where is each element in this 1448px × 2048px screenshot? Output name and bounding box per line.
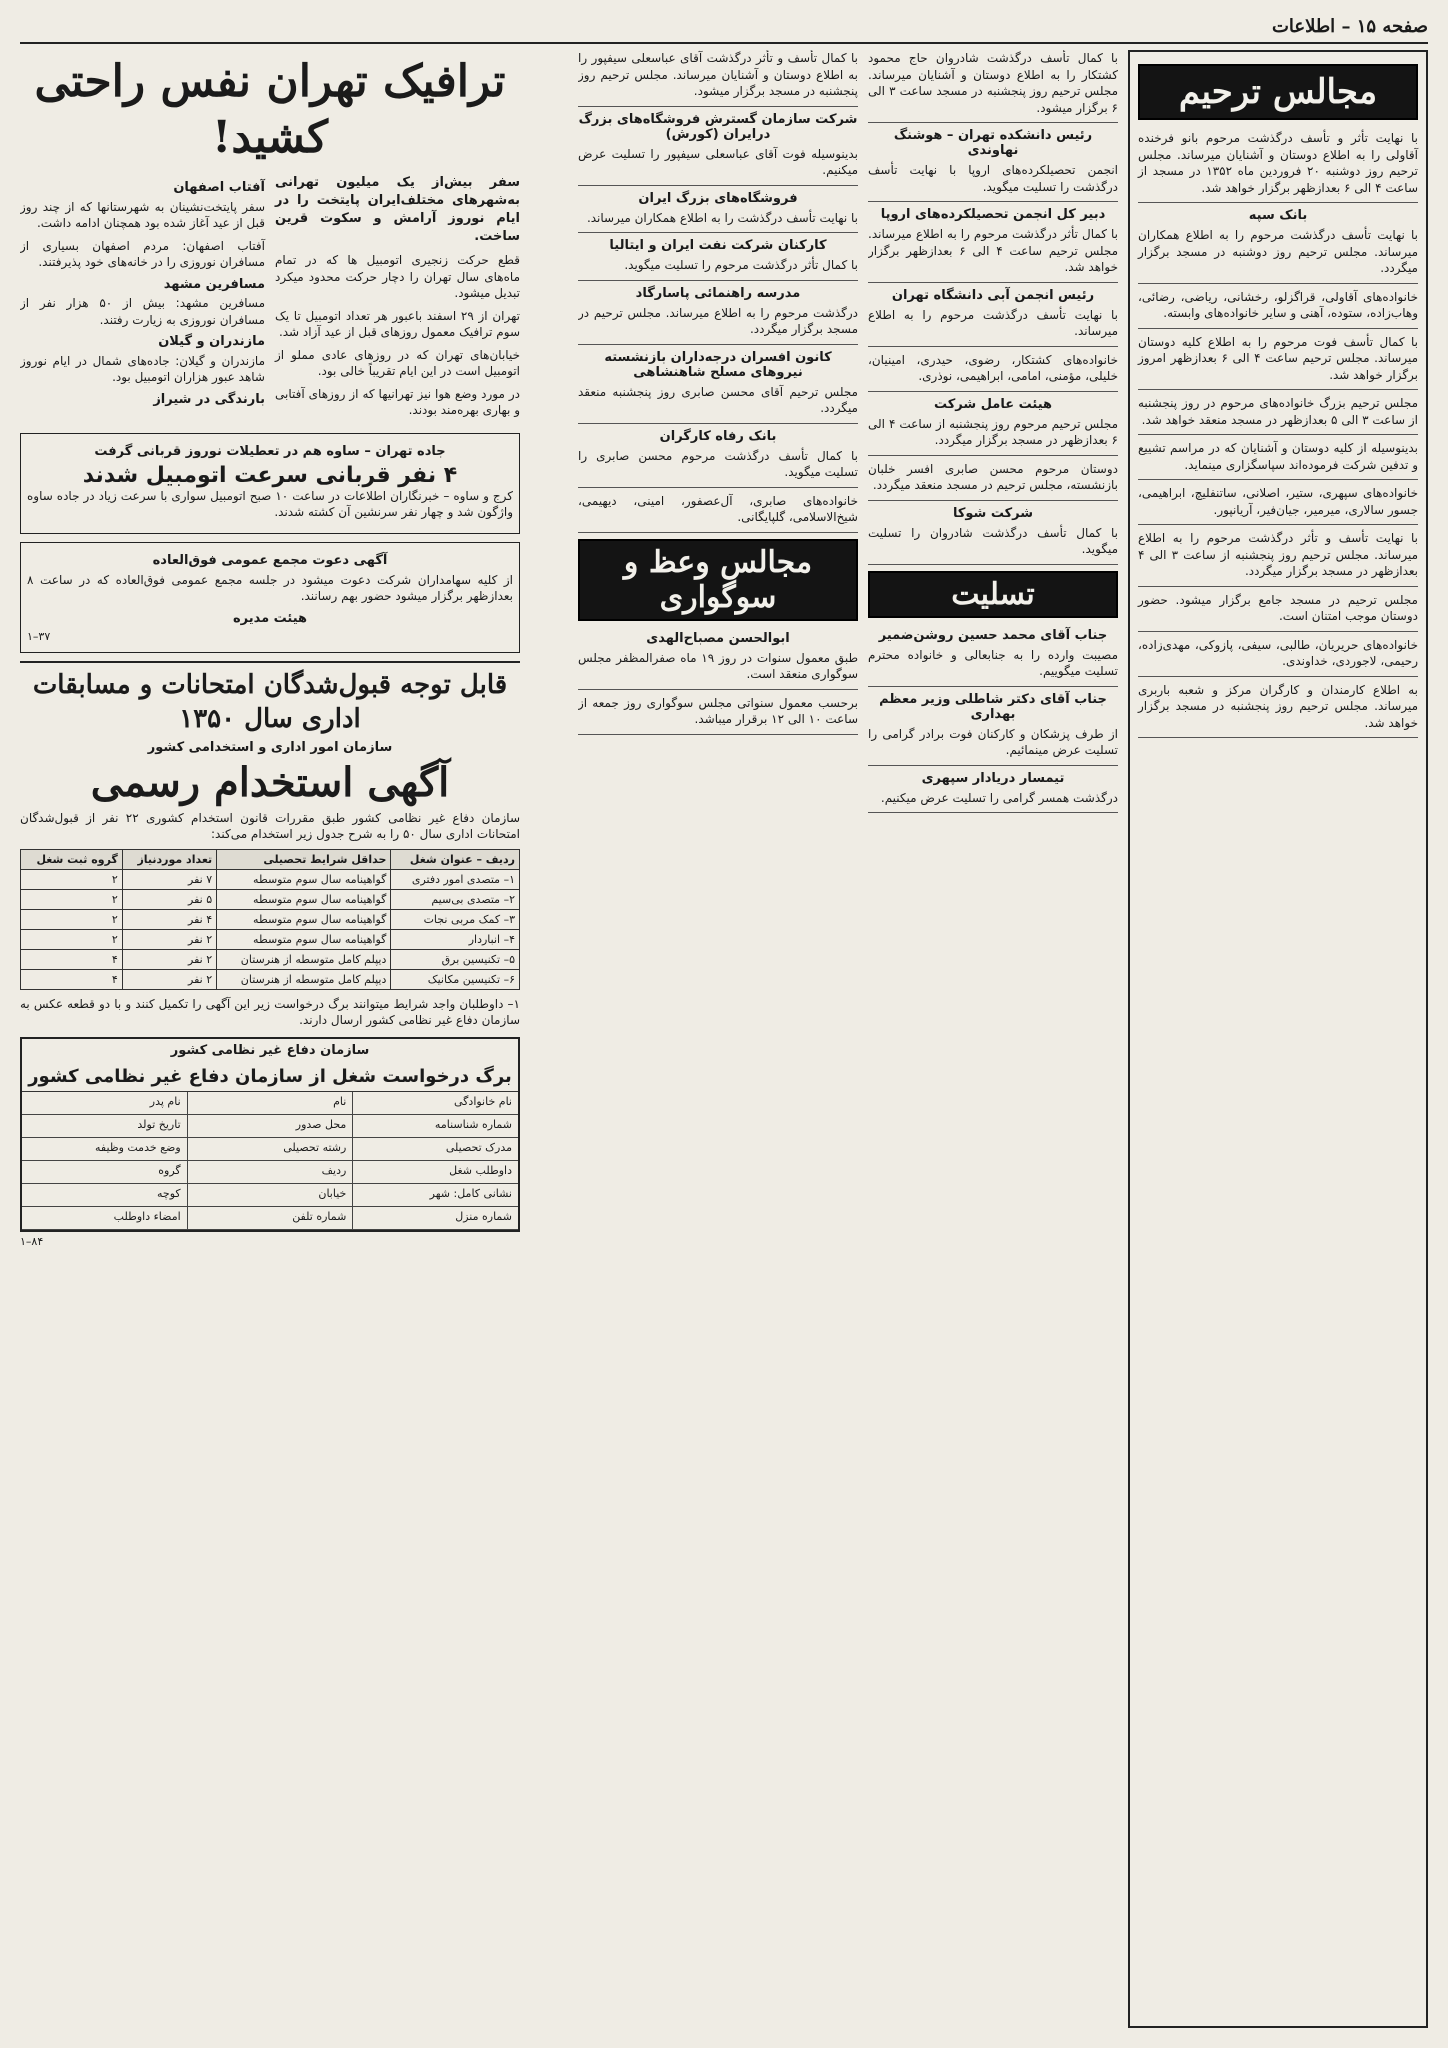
table-row xyxy=(21,949,520,969)
notice-text: با کمال تأثر درگذشت مرحوم را تسلیت میگوید. xyxy=(624,258,858,272)
form-field: گروه xyxy=(158,1163,181,1177)
obituary-column xyxy=(1128,50,1428,2028)
hire-title: آگهی استخدام رسمی xyxy=(90,758,450,806)
table-cell: گواهینامه سال سوم متوسطه xyxy=(217,889,391,909)
form-field: نشانی کامل: شهر xyxy=(352,1184,518,1206)
notice-separator xyxy=(868,455,1118,456)
traffic-article xyxy=(20,174,520,425)
article-subhead-4: بارندگی در شیراز xyxy=(153,391,265,407)
jobs-table xyxy=(20,849,520,990)
notice-text: خانواده‌های صابری، آل‌عصفور، امینی، دیهیمی، شیخ‌الاسلامی، گلپایگانی. xyxy=(578,493,858,524)
form-org: سازمان دفاع غیر نظامی کشور xyxy=(170,1042,370,1058)
article-paragraph: در مورد وضع هوا نیز تهرانیها که از روزهای آفتابی و بهاری بهره‌مند بودند. xyxy=(275,386,520,417)
page-label: صفحه ۱۵ – اطلاعات xyxy=(1271,15,1428,37)
article-right-paragraphs xyxy=(275,252,520,419)
form-field: داوطلب شغل xyxy=(352,1161,518,1183)
notice-separator xyxy=(868,346,1118,347)
notice-text: بدینوسیله از کلیه دوستان و آشنایان که در مراسم تشییع و تدفین شرکت فرموده‌اند سپاسگزاری مینماید. xyxy=(1138,441,1418,472)
notice-separator xyxy=(578,344,858,345)
form-field: محل صدور xyxy=(187,1115,353,1137)
exam-subtitle: سازمان امور اداری و استخدامی کشور xyxy=(147,739,393,755)
notice-title: فروشگاه‌های بزرگ ایران xyxy=(638,190,798,206)
notice-title: بانک سپه xyxy=(1248,208,1308,223)
article-paragraph: مسافرین مشهد: بیش از ۵۰ هزار نفر از مسافران نوروزی به زیارت رفتند. xyxy=(20,296,266,327)
notice-text: با نهایت تأسف درگذشت مرحوم را به اطلاع همکاران میرساند. مجلس ترحیم روز دوشنبه در مسجد برگزار میگردد. xyxy=(1138,228,1418,275)
table-header-cell: تعداد موردنیاز xyxy=(122,849,216,869)
table-row xyxy=(21,889,520,909)
table-row xyxy=(21,869,520,889)
notice-title: مدرسه راهنمائی پاسارگاد xyxy=(635,285,801,301)
notice-separator xyxy=(1138,479,1418,480)
assembly-title: آگهی دعوت مجمع عمومی فوق‌العاده xyxy=(152,552,388,568)
form-field: امضاء داوطلب xyxy=(113,1209,181,1223)
form-field: تاریخ تولد xyxy=(137,1117,181,1131)
notice-separator xyxy=(868,201,1118,202)
notice-separator xyxy=(578,185,858,186)
notice-separator xyxy=(578,232,858,233)
assembly-text: از کلیه سهامداران شرکت دعوت میشود در جلسه مجمع عمومی فوق‌العاده که در ساعت ۸ بعدازظهر برگزار میشود حضور بهم رسانند. xyxy=(27,572,513,603)
form-field: وضع خدمت وظیفه xyxy=(95,1140,181,1154)
notice-text: خانواده‌های کشتکار، رضوی، حیدری، امینیان، خلیلی، مؤمنی، امامی، ابراهیمی، نوذری. xyxy=(868,352,1118,383)
table-cell: ۴ xyxy=(21,949,123,969)
form-title: برگ درخواست شغل از سازمان دفاع غیر نظامی کشور xyxy=(22,1062,518,1092)
notice-text: مصیبت وارده را به جنابعالی و خانواده محترم تسلیت میگوییم. xyxy=(868,647,1118,678)
notice-text: مجلس ترحیم در مسجد جامع برگزار میشود. حضور دوستان موجب امتنان است. xyxy=(1138,592,1418,623)
condolence-banner: تسلیت xyxy=(868,571,1118,618)
notice-separator xyxy=(578,532,858,533)
memorial-column xyxy=(578,50,858,2028)
table-row xyxy=(21,909,520,929)
article-paragraph: آفتاب اصفهان: مردم اصفهان بسیاری از مسافران نوروزی را در خانه‌های خود پذیرفتند. xyxy=(20,238,265,269)
notice-text: با نهایت تأسف و تأثر درگذشت مرحوم را به اطلاع میرساند. مجلس ترحیم روز پنجشنبه از ساعت ۳ الی ۴ بعدازظهر در مسجد برگزار میگردد. xyxy=(1138,531,1418,578)
table-cell: ۳– کمک مربی نجات xyxy=(391,909,520,929)
notice-separator xyxy=(1138,737,1418,738)
notice-title: شرکت شوکا xyxy=(952,505,1034,521)
notice-separator xyxy=(1138,631,1418,632)
form-field: خیابان xyxy=(187,1184,353,1206)
table-cell: ۲– متصدی بی‌سیم xyxy=(391,889,520,909)
notice-text: درگذشت همسر گرامی را تسلیت عرض میکنیم. xyxy=(880,790,1118,805)
article-subhead: مسافرین مشهد xyxy=(163,276,265,292)
notice-separator xyxy=(578,423,858,424)
notice-text: خانواده‌های آقاولی، قراگزلو، رخشانی، ریاضی، رضائی، وهاب‌زاده، ستوده، آهنی و سایر خانواده‌های وابسته. xyxy=(1138,289,1418,320)
table-cell: ۲ xyxy=(21,869,123,889)
article-subhead-1: آفتاب اصفهان xyxy=(173,180,265,195)
table-header-cell: گروه ثبت شغل xyxy=(21,849,123,869)
notice-separator xyxy=(578,734,858,735)
condolence-notices xyxy=(868,628,1118,814)
notice-text: خانواده‌های سپهری، ستیر، اصلانی، ساتنفلیچ، ابراهیمی، جسور سالاری، میرمیر، جیان‌فیر، آریانپور. xyxy=(1138,486,1418,517)
table-cell: ۶– تکنیسین مکانیک xyxy=(391,969,520,989)
sermon-banner: مجالس وعظ و سوگواری xyxy=(578,539,858,621)
article-paragraph: قطع حرکت زنجیری اتومبیل ها که در تمام ماه‌های سال تهران را دچار حرکت محدود میکرد تبدیل میشود. xyxy=(275,253,520,300)
notice-separator xyxy=(1138,283,1418,284)
notice-separator xyxy=(1138,586,1418,587)
table-cell: دیپلم کامل متوسطه از هنرستان xyxy=(217,969,391,989)
notice-text: از طرف پزشکان و کارکنان فوت برادر گرامی را تسلیت عرض مینمائیم. xyxy=(868,726,1118,757)
article-col-left xyxy=(20,174,265,425)
form-field: ردیف xyxy=(187,1161,353,1183)
notice-text: به اطلاع کارمندان و کارگران مرکز و شعبه باربری میرساند. مجلس ترحیم روز پنجشنبه در مسجد برگزار خواهد شد. xyxy=(1138,682,1418,730)
jobs-table-body xyxy=(21,869,520,989)
assembly-notice xyxy=(20,542,520,653)
road-news-title: جاده تهران – ساوه هم در تعطیلات نوروز قربانی گرفت xyxy=(94,443,446,459)
notice-title: کارکنان شرکت نفت ایران و ایتالیا xyxy=(609,238,827,253)
notice-separator xyxy=(1138,202,1418,203)
table-cell: گواهینامه سال سوم متوسطه xyxy=(217,869,391,889)
table-cell: ۴ xyxy=(21,969,123,989)
notice-title: تیمسار دریادار سپهری xyxy=(921,770,1065,786)
form-rows xyxy=(22,1092,518,1230)
section-divider xyxy=(20,661,520,663)
table-cell: ۴ نفر xyxy=(122,909,216,929)
sermon-notices xyxy=(578,631,858,735)
notice-separator xyxy=(868,765,1118,766)
condolence-column xyxy=(868,50,1118,2028)
form-row xyxy=(22,1184,518,1207)
notice-title: ابوالحسن مصباح‌الهدی xyxy=(646,630,790,646)
news-column xyxy=(20,50,520,2028)
notice-text: انجمن تحصیلکرده‌های اروپا با نهایت تأسف درگذشت را تسلیت میگوید. xyxy=(868,163,1118,194)
table-row xyxy=(21,929,520,949)
form-row xyxy=(22,1115,518,1138)
table-cell: ۴– انباردار xyxy=(391,929,520,949)
table-cell: ۲ نفر xyxy=(122,949,216,969)
table-header-cell: ردیف – عنوان شغل xyxy=(391,849,520,869)
notice-text: مجلس ترحیم مرحوم روز پنجشنبه از ساعت ۴ الی ۶ بعدازظهر در مسجد برگزار میگردد. xyxy=(868,416,1118,447)
article-paragraph: خیابان‌های تهران که در روزهای عادی مملو از اتومبیل است در این ایام تقریباً خالی بود. xyxy=(275,347,520,378)
notice-separator xyxy=(1138,676,1418,677)
notice-text: با نهایت تأثر و تأسف درگذشت مرحوم بانو فرخنده آقاولی را به اطلاع دوستان و آشنایان میرساند. مجلس ترحیم روز دوشنبه ۲۰ فروردین ماه ۱۳۵۲ در مسجد از ساعت ۴ الی ۶ بعدازظهر برگزار خواهد شد. xyxy=(1138,131,1418,195)
notice-separator xyxy=(578,280,858,281)
table-cell: ۲ نفر xyxy=(122,929,216,949)
notice-title: بانک رفاه کارگران xyxy=(659,428,777,444)
article-left-paragraphs xyxy=(20,199,265,386)
form-row xyxy=(22,1207,518,1230)
road-news-text: کرج و ساوه – خبرنگاران اطلاعات در ساعت ۱۰ صبح اتومبیل سواری با سرعت زیاد در جاده ساوه واژگون شد و چهار نفر سرنشین آن کشته شدند. xyxy=(27,488,514,519)
notice-text: درگذشت مرحوم را به اطلاع میرساند. مجلس ترحیم در مسجد برگزار میگردد. xyxy=(578,305,858,336)
notice-separator xyxy=(868,282,1118,283)
form-row xyxy=(22,1138,518,1161)
notice-text: دوستان مرحوم محسن صابری افسر خلبان بازنشسته، مجلس ترحیم در مسجد منعقد میگردد. xyxy=(868,461,1118,492)
form-field: شماره تلفن xyxy=(187,1207,353,1229)
notice-separator xyxy=(868,812,1118,813)
notice-separator xyxy=(868,564,1118,565)
table-cell: ۲ xyxy=(21,889,123,909)
notice-title: جناب آقای دکتر شاطلی وزیر معظم بهداری xyxy=(879,691,1107,722)
form-field: رشته تحصیلی xyxy=(187,1138,353,1160)
article-paragraph: سفر پایتخت‌نشینان به شهرستانها که از چند روز قبل از عید آغاز شده بود همچنان ادامه داشت. xyxy=(20,199,265,230)
notice-text: بدینوسیله فوت آقای عباسعلی سیفپور را تسلیت عرض میکنیم. xyxy=(578,146,858,177)
article-lead: سفر بیش‌از یک میلیون تهرانی به‌شهرهای مختلف‌ایران پایتخت را در ایام نوروز آرامش و سکوت قرین ساخت. xyxy=(275,175,520,244)
notice-separator xyxy=(1138,328,1418,329)
form-row xyxy=(22,1092,518,1115)
article-subhead: مازندران و گیلان xyxy=(158,334,265,349)
notice-text: با نهایت تأسف درگذشت مرحوم را به اطلاع میرساند. xyxy=(868,307,1118,338)
form-field: کوچه xyxy=(157,1186,181,1200)
table-cell: ۵– تکنیسین برق xyxy=(391,949,520,969)
table-cell: ۲ xyxy=(21,929,123,949)
table-cell: گواهینامه سال سوم متوسطه xyxy=(217,929,391,949)
assembly-sign: هیئت مدیره xyxy=(232,610,308,626)
notice-text: برحسب معمول سنواتی مجلس سوگواری روز جمعه از ساعت ۱۰ الی ۱۲ برقرار میباشد. xyxy=(578,695,858,726)
notice-separator xyxy=(578,689,858,690)
form-field: نام خانوادگی xyxy=(352,1092,518,1114)
memorial-notices xyxy=(578,50,858,533)
table-cell: ۱– متصدی امور دفتری xyxy=(391,869,520,889)
notice-separator xyxy=(868,500,1118,501)
notice-text: مجلس ترحیم بزرگ خانواده‌های مرحوم در روز پنجشنبه از ساعت ۳ الی ۵ بعدازظهر در مسجد منعقد خواهد شد. xyxy=(1138,396,1418,427)
table-cell: ۷ نفر xyxy=(122,869,216,889)
notice-separator xyxy=(578,487,858,488)
exam-title: قابل توجه قبول‌شدگان امتحانات و مسابقات اداری سال ۱۳۵۰ xyxy=(32,669,508,734)
notice-title: دبیر کل انجمن تحصیلکرده‌های اروپا xyxy=(880,207,1106,222)
road-accident-box xyxy=(20,433,520,534)
obituary-banner: مجالس ترحیم xyxy=(1138,64,1418,120)
notice-text: مجلس ترحیم آقای محسن صابری روز پنجشنبه منعقد میگردد. xyxy=(578,384,858,415)
notice-title: رئیس دانشکده تهران – هوشنگ نهاوندی xyxy=(893,128,1093,158)
notice-separator xyxy=(1138,434,1418,435)
notice-text: با کمال تأثر درگذشت مرحوم را به اطلاع میرساند. مجلس ترحیم ساعت ۴ الی ۶ بعدازظهر برگزار خواهد شد. xyxy=(868,227,1118,274)
table-cell: دیپلم کامل متوسطه از هنرستان xyxy=(217,949,391,969)
traffic-headline: ترافیک تهران نفس راحتی کشید! xyxy=(34,56,506,163)
application-form xyxy=(20,1037,520,1232)
form-field: نام xyxy=(187,1092,353,1114)
notice-text: با کمال تأسف درگذشت شادروان حاج محمود کشتکار را به اطلاع دوستان و آشنایان میرساند. مجلس ترحیم روز پنجشنبه در مسجد ساعت ۳ الی ۶ برگزار میشود. xyxy=(868,51,1118,115)
form-field: شماره منزل xyxy=(352,1207,518,1229)
article-col-right xyxy=(275,174,520,425)
form-field: نام پدر xyxy=(149,1094,181,1108)
table-header-cell: حداقل شرایط تحصیلی xyxy=(217,849,391,869)
ad-number-2: ۸۴–۱ xyxy=(20,1234,44,1248)
notice-title: جناب آقای محمد حسین روشن‌ضمیر xyxy=(878,627,1108,643)
notice-separator xyxy=(1138,524,1418,525)
notice-text: خانواده‌های حریریان، طالبی، سیفی، پازوکی، مهدی‌زاده، رحیمی، لاجوردی، خداوندی. xyxy=(1138,637,1418,668)
form-field: مدرک تحصیلی xyxy=(352,1138,518,1160)
jobs-table-header xyxy=(21,849,520,869)
table-cell: ۵ نفر xyxy=(122,889,216,909)
notice-separator xyxy=(1138,389,1418,390)
mid-notices xyxy=(868,50,1118,565)
table-cell: ۲ xyxy=(21,909,123,929)
hire-notes: ۱– داوطلبان واجد شرایط میتوانند برگ درخواست زیر این آگهی را تکمیل کنند و با دو قطعه عکس به سازمان دفاع غیر نظامی کشور ارسال دارند. xyxy=(20,996,520,1027)
hire-text: سازمان دفاع غیر نظامی کشور طبق مقررات قانون استخدام کشوری ۲۲ نفر از قبول‌شدگان امتحانات اداری سال ۵۰ را به شرح جدول زیر استخدام می‌کند: xyxy=(20,810,520,841)
notice-text: با کمال تأسف درگذشت شادروان را تسلیت میگوید. xyxy=(868,525,1118,556)
table-cell: گواهینامه سال سوم متوسطه xyxy=(217,909,391,929)
notice-text: طبق معمول سنوات در روز ۱۹ ماه صفرالمظفر مجلس سوگواری منعقد است. xyxy=(578,650,858,681)
notice-separator xyxy=(868,391,1118,392)
notice-title: رئیس انجمن آبی دانشگاه تهران xyxy=(891,287,1095,303)
notice-text: با کمال تأسف و تأثر درگذشت آقای عباسعلی سیفپور را به اطلاع دوستان و آشنایان میرساند. مجلس ترحیم روز پنجشنبه در مسجد برگزار میشود. xyxy=(578,51,858,98)
article-paragraph: مازندران و گیلان: جاده‌های شمال در ایام نوروز شاهد عبور هزاران اتومبیل بود. xyxy=(20,353,265,384)
notice-separator xyxy=(868,686,1118,687)
notice-text: با نهایت تأسف درگذشت را به اطلاع همکاران میرساند. xyxy=(586,210,858,225)
notice-title: شرکت سازمان گسترش فروشگاه‌های بزرگ درایران (کورش) xyxy=(578,111,858,142)
table-cell: ۲ نفر xyxy=(122,969,216,989)
article-paragraph: تهران از ۲۹ اسفند باعبور هر تعداد اتومبیل تا یک سوم ترافیک معمول روزهای قبل از عید آزاد شد. xyxy=(275,308,520,339)
form-row xyxy=(22,1161,518,1184)
form-field: شماره شناسنامه xyxy=(352,1115,518,1137)
table-row xyxy=(21,969,520,989)
obituary-notices xyxy=(1138,130,1418,738)
notice-separator xyxy=(578,106,858,107)
notice-title: هیئت عامل شرکت xyxy=(933,396,1053,412)
ad-number-1: ۳۷–۱ xyxy=(27,629,51,643)
road-news-headline: ۴ نفر قربانی سرعت اتومبیل شدند xyxy=(82,462,458,488)
page-header xyxy=(20,10,1428,44)
notice-title: کانون افسران درجه‌داران بازنشسته نیروهای مسلح شاهنشاهی xyxy=(604,349,832,380)
notice-text: با کمال تأسف درگذشت مرحوم محسن صابری را تسلیت میگوید. xyxy=(578,448,858,479)
notice-text: با کمال تأسف فوت مرحوم را به اطلاع کلیه دوستان میرساند. مجلس ترحیم ساعت ۴ الی ۶ بعدازظهر امروز برگزار خواهد شد. xyxy=(1138,334,1418,382)
notice-separator xyxy=(868,122,1118,123)
